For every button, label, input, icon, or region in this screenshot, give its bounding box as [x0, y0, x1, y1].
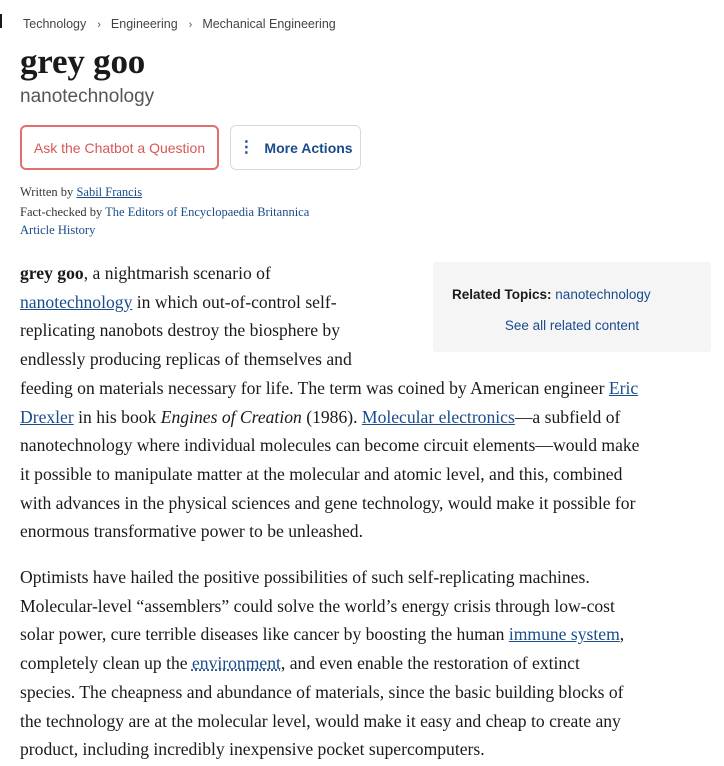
p2-line-1: Optimists have hailed the positive possibilities of such self-replicating machines.	[20, 567, 590, 587]
breadcrumb-technology[interactable]: Technology	[23, 17, 87, 31]
p1-line-3: replicating nanobots destroy the biosphere by	[20, 320, 341, 341]
written-by-label: Written by	[20, 185, 74, 199]
p1-text: (1986).	[301, 406, 362, 427]
p1-line-5	[20, 374, 639, 403]
p2-line-5: species. The cheapness and abundance of materials, since the basic building blocks of	[20, 681, 624, 702]
related-topics-label: Related Topics:	[452, 287, 552, 302]
more-actions-label: More Actions	[264, 139, 353, 156]
p2-line-2: Molecular-level “assemblers” could solve the world’s energy crisis through low-cost	[20, 595, 615, 616]
breadcrumb-mechanical-engineering[interactable]: Mechanical Engineering	[202, 17, 336, 31]
p1-text: in which out-of-control self-	[132, 291, 337, 312]
written-by	[20, 185, 142, 200]
p1-line-7: nanotechnology where individual molecules can become circuit elements—would make	[20, 435, 640, 456]
see-all-related-link[interactable]: See all related content	[504, 318, 640, 333]
ask-chatbot-label: Ask the Chatbot a Question	[33, 139, 206, 156]
p1-text: , a nightmarish scenario of	[83, 263, 271, 283]
p1-line-2	[20, 288, 639, 317]
article-history	[20, 223, 95, 238]
p1-line-1	[20, 259, 639, 288]
kebab-menu-icon: ⋮	[238, 138, 255, 156]
immune-system-link[interactable]: immune system	[508, 624, 620, 645]
book-title: Engines of Creation	[160, 406, 302, 427]
p2-line-3	[20, 620, 624, 649]
breadcrumb	[23, 17, 336, 31]
fact-checked-label: Fact-checked by	[20, 205, 103, 219]
page-subtitle: nanotechnology	[20, 86, 155, 107]
article-history-link[interactable]: Article History	[20, 223, 96, 237]
ask-chatbot-button[interactable]	[20, 125, 219, 170]
environment-link[interactable]: environment	[191, 653, 281, 674]
p2-text: solar power, cure terrible diseases like cancer by boosting the human	[20, 624, 509, 645]
paragraph-1	[20, 259, 639, 546]
page-title: grey goo	[20, 42, 146, 81]
nanotechnology-link[interactable]: nanotechnology	[20, 291, 133, 312]
p1-text: in his book	[73, 406, 161, 427]
molecular-electronics-link[interactable]: Molecular electronics	[361, 406, 515, 427]
eric-drexler-link-cont[interactable]: Drexler	[20, 406, 74, 427]
p1-line-4: endlessly producing replicas of themselves and	[20, 349, 352, 370]
author-link[interactable]: Sabil Francis	[76, 185, 143, 199]
page-edge-divider	[0, 14, 2, 28]
p1-line-8: it possible to manipulate matter at the molecular and atomic level, and this, combined	[20, 463, 623, 484]
fact-checked-by	[20, 205, 309, 220]
chevron-right-icon: ›	[97, 19, 101, 31]
p1-line-6	[20, 403, 639, 432]
p1-text: feeding on materials necessary for life. The term was coined by American engineer	[20, 377, 609, 398]
term-grey-goo: grey goo	[20, 263, 84, 283]
p2-line-7: product, including incredibly inexpensive pocket supercomputers.	[20, 739, 485, 760]
p1-line-10: enormous transformative power to be unleashed.	[20, 521, 363, 542]
more-actions-button[interactable]	[230, 125, 361, 170]
p2-line-6: the technology are at the molecular level, would make it easy and cheap to create any	[20, 710, 621, 731]
p2-text: ,	[619, 624, 625, 645]
fact-checker-link[interactable]: The Editors of Encyclopaedia Britannica	[105, 205, 310, 219]
p2-text: , and even enable the restoration of extinct	[280, 653, 580, 674]
p2-text: completely clean up the	[20, 653, 192, 674]
p2-line-4	[20, 649, 624, 678]
eric-drexler-link[interactable]: Eric	[608, 377, 639, 398]
p1-line-9: with advances in the physical sciences and gene technology, would make it possible for	[20, 492, 636, 513]
paragraph-2	[20, 563, 624, 764]
p1-text: —a subfield of	[514, 406, 621, 427]
chevron-right-icon: ›	[188, 19, 193, 31]
related-topic-link[interactable]: nanotechnology	[555, 287, 651, 302]
breadcrumb-engineering[interactable]: Engineering	[110, 17, 178, 31]
